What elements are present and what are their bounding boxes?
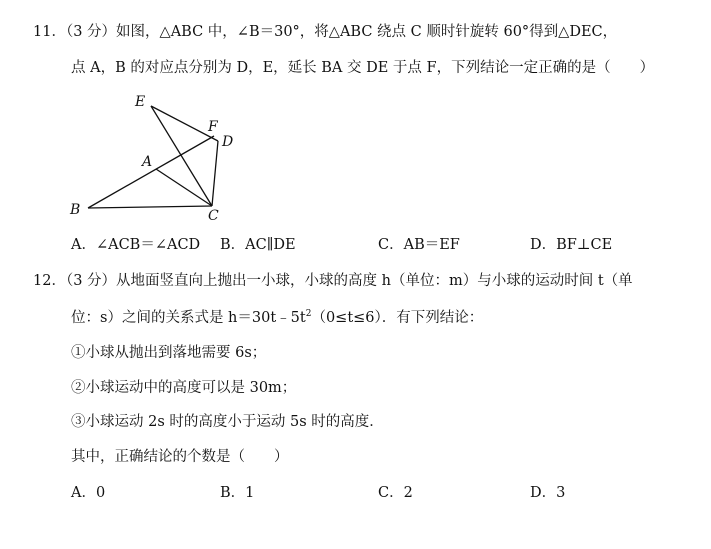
label-F: F [208, 119, 218, 135]
q12-conclusion-3: ③小球运动 2s 时的高度小于运动 5s 时的高度． [71, 414, 384, 430]
label-A: A [142, 154, 153, 170]
q11-option-a: A．∠ACB＝∠ACD [71, 237, 201, 253]
q12-stem-line2 [71, 308, 483, 328]
q12-conclusion-1: ①小球从抛出到落地需要 6s； [71, 345, 267, 361]
q11-option-c: C．AB＝EF [378, 237, 460, 253]
q12-question: 其中，正确结论的个数是（ ） [71, 449, 289, 465]
q11-number: 11． [33, 24, 66, 40]
segment-BF [88, 136, 214, 208]
triangle-rotation-figure [60, 86, 250, 226]
q12-score: （3 分） [65, 273, 117, 289]
q12-stem-text2-suffix: （0≤t≤6）．有下列结论： [311, 310, 484, 326]
q11-score: （3 分） [65, 24, 117, 40]
q11-stem-text2: 点 A，B 的对应点分别为 D，E，延长 BA 交 DE 于点 F，下列结论一定正确的是（ ） [71, 60, 655, 76]
segment-DC [212, 141, 218, 206]
q12-option-d: D．3 [530, 485, 566, 501]
q12-stem-text2-prefix: 位：s）之间的关系式是 h＝30t﹣5t [71, 310, 306, 326]
label-C: C [208, 208, 219, 224]
label-E: E [135, 94, 146, 110]
q12-option-a: A．0 [71, 485, 106, 501]
q11-stem-line2 [71, 58, 654, 78]
q12-exponent: 2 [305, 309, 312, 320]
segment-AC [156, 169, 212, 206]
q12-option-b: B．1 [220, 485, 255, 501]
q11-option-b: B．AC∥DE [220, 237, 296, 253]
segment-EC [151, 106, 212, 206]
segment-BC [88, 206, 212, 208]
q12-conclusion-2: ②小球运动中的高度可以是 30m； [71, 380, 297, 396]
q11-stem-line1 [33, 22, 617, 42]
q11-stem-text1: 如图，△ABC 中，∠B＝30°，将△ABC 绕点 C 顺时针旋转 60°得到△DEC， [116, 24, 618, 40]
label-B: B [70, 202, 81, 218]
q12-option-c: C．2 [378, 485, 413, 501]
q12-number: 12． [33, 273, 66, 289]
q11-option-d: D．BF⊥CE [530, 237, 613, 253]
q12-stem-line1 [33, 271, 633, 291]
q12-stem-text1: 从地面竖直向上抛出一小球，小球的高度 h（单位：m）与小球的运动时间 t（单 [116, 273, 633, 289]
label-D: D [222, 134, 234, 150]
